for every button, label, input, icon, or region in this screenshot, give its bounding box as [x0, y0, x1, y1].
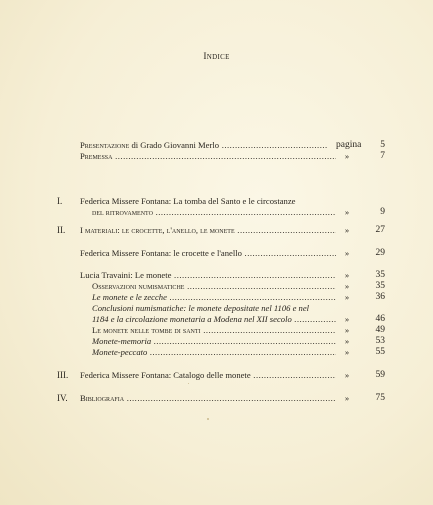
- toc-entry-page: 35: [375, 270, 385, 280]
- page-title: Indice: [203, 52, 230, 62]
- toc-entry-page: 36: [375, 292, 385, 302]
- toc-entry-ditto: »: [344, 347, 350, 357]
- toc-entry-text: Le monete e le zecche .....: [92, 292, 336, 303]
- page-column-header: pagina: [336, 140, 362, 150]
- toc-entry-chapter-1[interactable]: [0, 196, 433, 220]
- toc-entry-text: Bibliografia .....: [80, 393, 336, 404]
- toc-entry-text: Lucia Travaini: Le monete .....: [80, 270, 336, 281]
- paper-speck: [188, 383, 189, 384]
- toc-entry-text-line2: 1184 e la circolazione monetaria a Modena nel XII secolo .....: [92, 314, 336, 325]
- toc-entry-page: 53: [375, 336, 385, 346]
- toc-entry-page: 7: [380, 151, 385, 161]
- toc-entry-ditto: »: [344, 292, 350, 302]
- toc-entry-ditto: »: [344, 225, 350, 235]
- toc-entry-ditto: »: [344, 207, 350, 217]
- toc-entry-text-line2: del ritrovamento .....: [92, 207, 336, 218]
- toc-entry-page: 5: [380, 140, 385, 150]
- toc-entry-conclusioni[interactable]: [0, 303, 433, 325]
- toc-entry-text: Monete-peccato .....: [92, 347, 336, 358]
- toc-entry-text-line1: Conclusioni numismatiche: le monete depositate nel 1106 e nel: [92, 303, 310, 313]
- toc-entry-text: Monete-memoria .....: [92, 336, 336, 347]
- toc-entry-text: Presentazione di Grado Giovanni Merlo .....: [80, 140, 328, 151]
- toc-entry-text: Osservazioni numismatiche .....: [92, 281, 336, 292]
- toc-entry-text: Le monete nelle tombe di santi .....: [92, 325, 336, 336]
- toc-entry-page: 49: [375, 325, 385, 335]
- toc-entry-ditto: »: [344, 281, 350, 291]
- toc-entry-page: 46: [375, 314, 385, 324]
- toc-entry-text: Federica Missere Fontana: le crocette e l'anello .....: [80, 248, 336, 259]
- toc-entry-ditto: »: [344, 336, 350, 346]
- toc-entry-page: 27: [375, 225, 385, 235]
- toc-entry-text: I materiali: le crocette, l'anello, le monete .....: [80, 225, 336, 236]
- toc-entry-text: Premessa .....: [80, 151, 336, 162]
- toc-entry-ditto: »: [344, 248, 350, 258]
- toc-entry-text: Federica Missere Fontana: Catalogo delle monete .....: [80, 370, 336, 381]
- chapter-number: I.: [57, 196, 63, 206]
- toc-entry-ditto: »: [344, 370, 350, 380]
- toc-entry-page: 55: [375, 347, 385, 357]
- toc-entry-ditto: »: [344, 393, 350, 403]
- toc-entry-page: 59: [375, 370, 385, 380]
- toc-entry-text-line1: Federica Missere Fontana: La tomba del Santo e le circostanze: [80, 196, 296, 206]
- toc-entry-page: 75: [375, 393, 385, 403]
- toc-entry-ditto: »: [344, 270, 350, 280]
- chapter-number: III.: [57, 370, 69, 380]
- chapter-number: II.: [57, 225, 66, 235]
- toc-entry-page: 35: [375, 281, 385, 291]
- chapter-number: IV.: [57, 393, 68, 403]
- toc-entry-ditto: »: [344, 151, 350, 161]
- toc-entry-page: 29: [375, 248, 385, 258]
- toc-entry-ditto: »: [344, 325, 350, 335]
- toc-entry-page: 9: [380, 207, 385, 217]
- paper-speck: [207, 418, 209, 420]
- toc-entry-ditto: »: [344, 314, 350, 324]
